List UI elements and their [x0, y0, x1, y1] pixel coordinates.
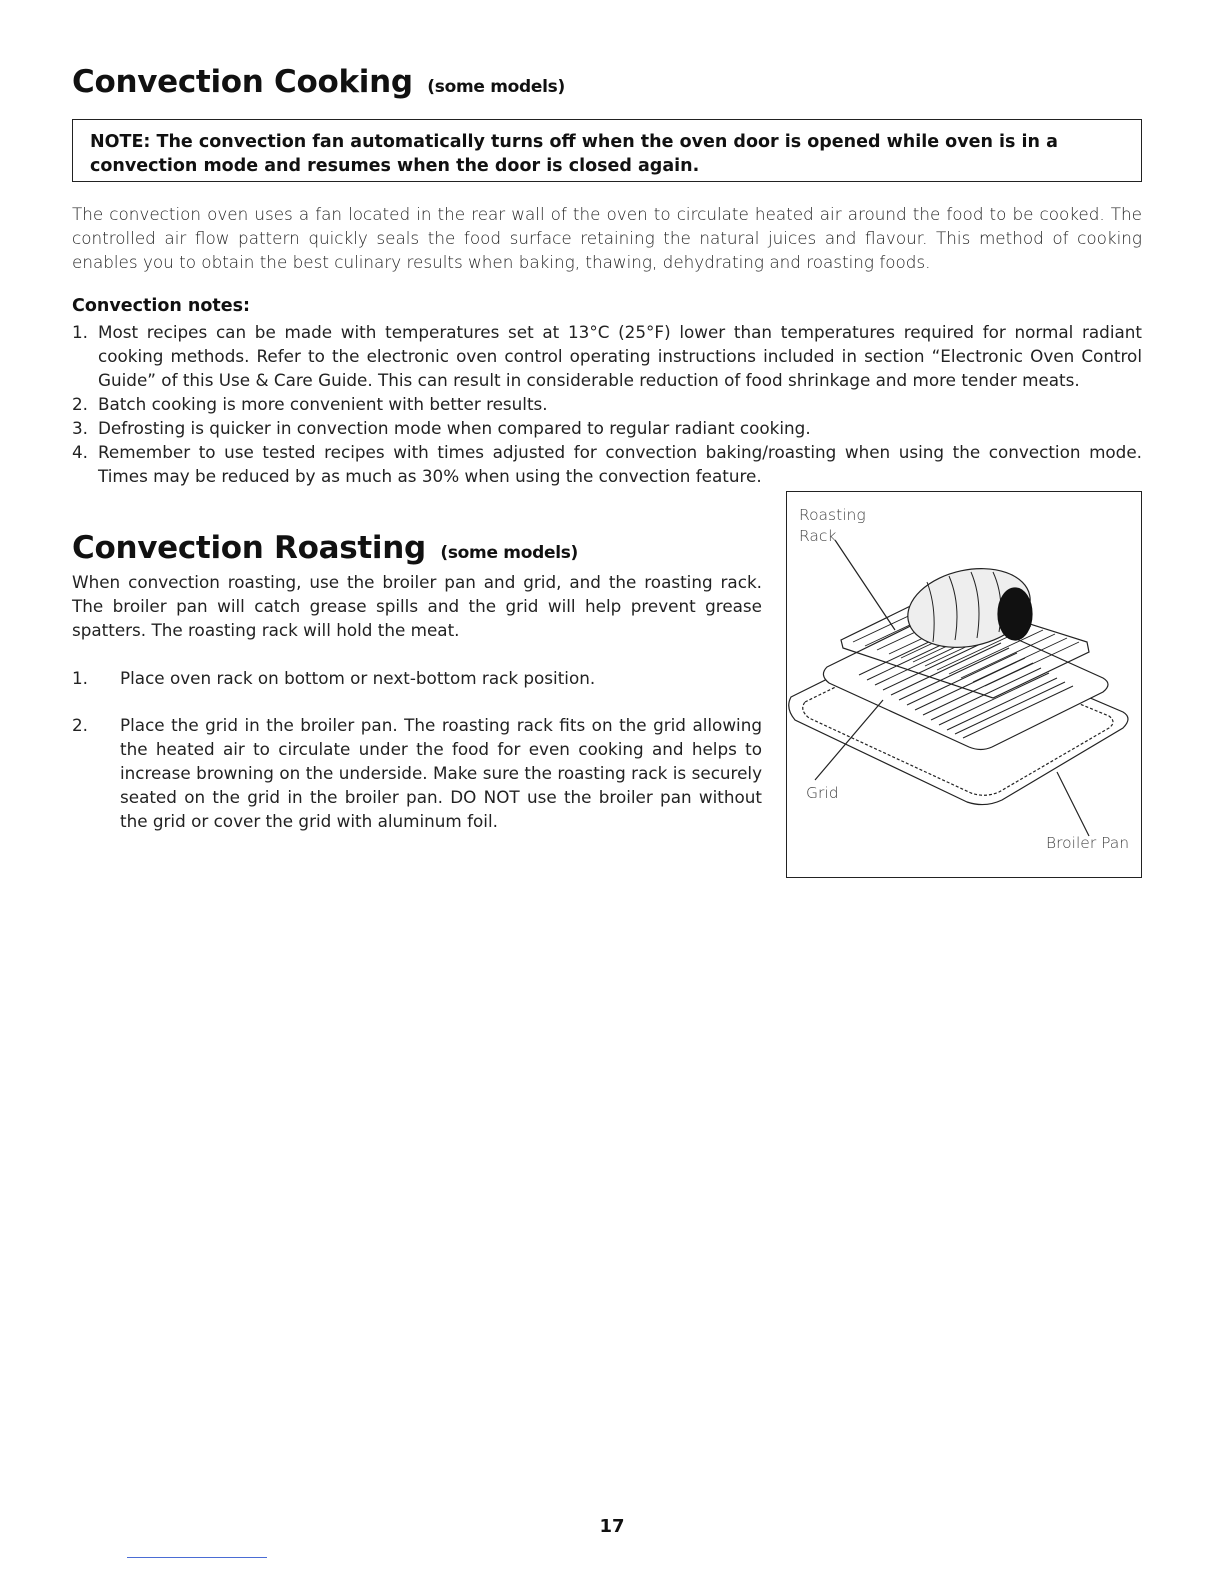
convection-notes-heading: Convection notes: — [72, 296, 251, 316]
roasting-steps-list — [72, 666, 762, 690]
title-text: Convection Roasting — [72, 530, 426, 566]
note-box — [72, 119, 1142, 182]
list-item-text: Most recipes can be made with temperatures set at 13°C (25°F) lower than temperatures required for normal radiant cooking methods. Refer to the electronic oven control operating instructions included in section “Electronic Oven Control Guide” of this Use & Care Guide. This can result in considerable reduction of food shrinkage and more tender meats. — [98, 322, 1142, 390]
section-title-convection-cooking — [72, 64, 565, 100]
title-suffix: (some models) — [427, 77, 565, 97]
roast-cut-end — [998, 588, 1032, 640]
title-suffix: (some models) — [440, 543, 579, 563]
broiler-pan-figure — [786, 491, 1142, 878]
list-item-text: Batch cooking is more convenient with better results. — [98, 394, 548, 414]
convection-intro-paragraph: The convection oven uses a fan located in the rear wall of the oven to circulate heated air around the food to be cooked. The controlled air flow pattern quickly seals the food surface retaining the natural juices and flavour. This method of cooking enables you to obtain the best culinary results when baking, thawing, dehydrating and roasting foods. — [72, 204, 1142, 272]
list-item — [72, 392, 1142, 416]
label-roasting-rack-line1: Roasting — [799, 506, 866, 524]
list-item-number: 1. — [72, 668, 89, 688]
note-text: NOTE: The convection fan automatically turns off when the oven door is opened while oven is in a convection mode and resumes when the door is closed again. — [90, 132, 1058, 176]
title-text: Convection Cooking — [72, 64, 413, 100]
footer-line — [127, 1557, 267, 1558]
list-item — [72, 320, 1142, 392]
list-item — [72, 713, 762, 833]
leader-pan — [1057, 772, 1089, 836]
roasting-steps-list-2 — [72, 713, 762, 833]
page-number: 17 — [599, 1516, 625, 1537]
label-broiler-pan: Broiler Pan — [1046, 834, 1130, 852]
label-roasting-rack — [799, 505, 866, 547]
convection-notes-list — [72, 320, 1142, 488]
label-grid: Grid — [806, 784, 839, 802]
leader-grid — [815, 700, 883, 780]
list-item — [72, 416, 1142, 440]
list-item-number: 3. — [72, 418, 89, 438]
list-item-text: Remember to use tested recipes with times adjusted for convection baking/roasting when using the convection mode. Times may be reduced by as much as 30% when using the convection feature. — [98, 442, 1142, 486]
leader-rack — [835, 540, 895, 630]
roasting-intro-paragraph: When convection roasting, use the broiler pan and grid, and the roasting rack. The broiler pan will catch grease spills and the grid will help prevent grease spatters. The roasting rack will hold the meat. — [72, 572, 762, 640]
list-item-number: 1. — [72, 322, 89, 342]
list-item-number: 2. — [72, 715, 89, 735]
list-item-text: Place oven rack on bottom or next-bottom rack position. — [120, 668, 596, 688]
list-item-text: Place the grid in the broiler pan. The roasting rack fits on the grid allowing the heated air to circulate under the food for even cooking and helps to increase browning on the underside. Make sure the roasting rack is securely seated on the grid in the broiler pan. DO NOT use the broiler pan without the grid or cover the grid with aluminum foil. — [120, 715, 762, 831]
list-item — [72, 440, 1142, 488]
list-item-text: Defrosting is quicker in convection mode when compared to regular radiant cooking. — [98, 418, 811, 438]
section-title-convection-roasting — [72, 530, 578, 566]
label-roasting-rack-line2: Rack — [799, 527, 837, 545]
list-item-number: 4. — [72, 442, 89, 462]
list-item-number: 2. — [72, 394, 89, 414]
list-item — [72, 666, 762, 690]
broiler-pan-illustration — [787, 492, 1143, 879]
